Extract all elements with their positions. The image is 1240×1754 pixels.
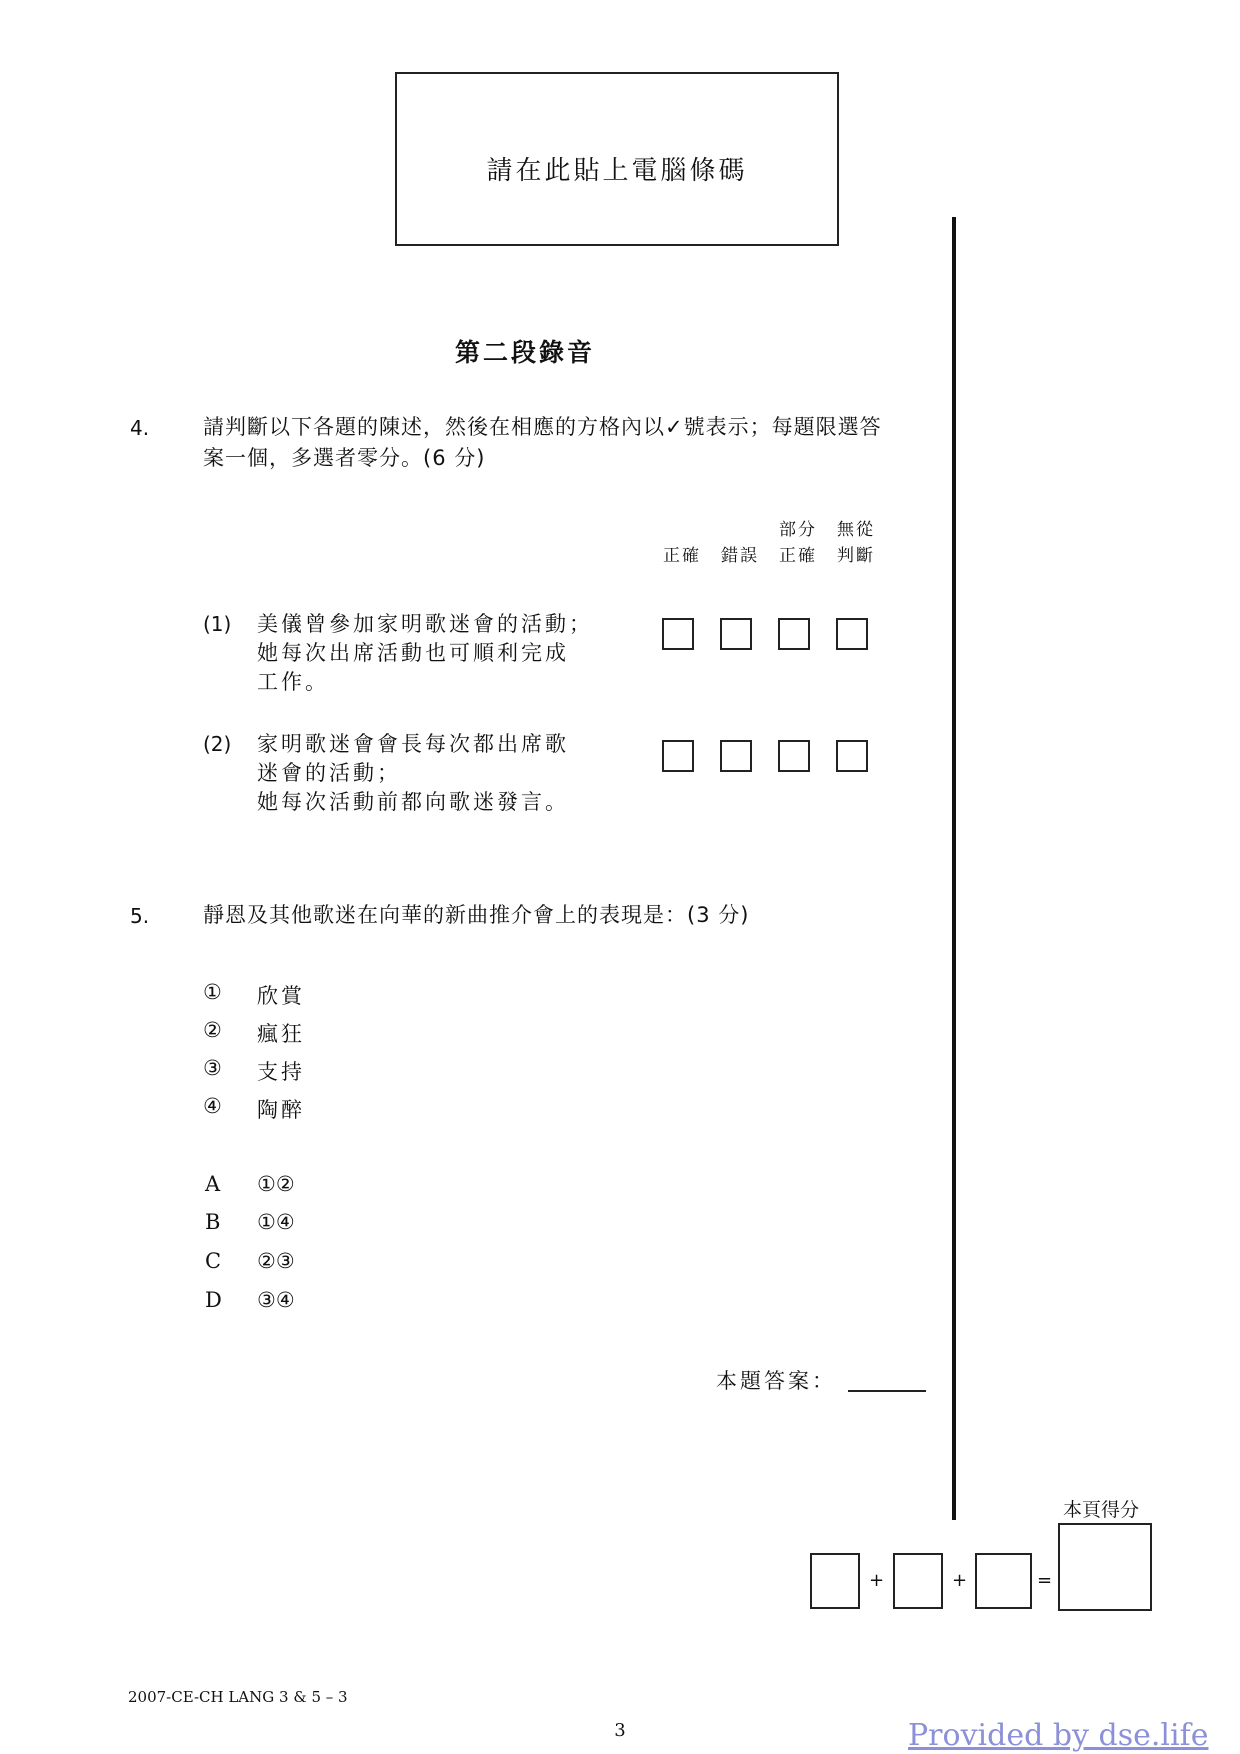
choice-b-letter: B xyxy=(205,1210,221,1234)
question-5-text: 靜恩及其他歌迷在向華的新曲推介會上的表現是：(3 分) xyxy=(203,903,750,927)
statement-1-cannot-judge-checkbox[interactable] xyxy=(836,618,868,650)
page-number: 3 xyxy=(614,1720,626,1741)
option-3-symbol: ③ xyxy=(203,1056,222,1080)
statement-1-wrong-checkbox[interactable] xyxy=(720,618,752,650)
question-4-number: 4. xyxy=(130,416,150,440)
statement-2-number: (2) xyxy=(203,732,232,756)
answer-label: 本題答案： xyxy=(716,1369,836,1393)
answer-line[interactable] xyxy=(848,1390,926,1392)
question-4-text-line2: 案一個，多選者零分。(6 分) xyxy=(203,446,486,470)
column-header-correct: 正確 xyxy=(663,546,701,566)
column-header-cannot-judge: 無從 判斷 xyxy=(837,520,875,566)
column-header-partly-correct: 部分 正確 xyxy=(779,520,817,566)
barcode-label: 請在此貼上電腦條碼 xyxy=(486,156,748,186)
option-4-symbol: ④ xyxy=(203,1094,222,1118)
page-score-label: 本頁得分 xyxy=(1063,1499,1140,1521)
score-box-1 xyxy=(810,1553,860,1609)
score-plus-1: + xyxy=(869,1570,885,1591)
choice-c-letter: C xyxy=(205,1249,222,1273)
statement-1-partly-correct-checkbox[interactable] xyxy=(778,618,810,650)
score-box-3 xyxy=(975,1553,1032,1609)
choice-d-letter: D xyxy=(205,1288,222,1312)
margin-line xyxy=(952,217,956,1520)
option-2-text: 瘋狂 xyxy=(257,1022,305,1046)
page-score-box xyxy=(1058,1523,1152,1611)
option-4-text: 陶醉 xyxy=(257,1098,305,1122)
option-3-text: 支持 xyxy=(257,1060,305,1084)
choice-c-text: ②③ xyxy=(257,1249,295,1273)
choice-b-text: ①④ xyxy=(257,1210,295,1234)
provided-by-link[interactable]: Provided by dse.life xyxy=(908,1718,1209,1753)
column-header-wrong: 錯誤 xyxy=(721,546,759,566)
statement-1-number: (1) xyxy=(203,612,232,636)
statement-2-cannot-judge-checkbox[interactable] xyxy=(836,740,868,772)
statement-2-partly-correct-checkbox[interactable] xyxy=(778,740,810,772)
choice-a-text: ①② xyxy=(257,1172,295,1196)
statement-1-text: 美儀曾參加家明歌迷會的活動； 她每次出席活動也可順利完成 工作。 xyxy=(257,612,593,694)
choice-a-letter: A xyxy=(205,1172,221,1196)
question-5-number: 5. xyxy=(130,904,150,928)
score-plus-2: + xyxy=(952,1570,968,1591)
section-title: 第二段錄音 xyxy=(454,338,595,367)
statement-2-text: 家明歌迷會會長每次都出席歌 迷會的活動； 她每次活動前都向歌迷發言。 xyxy=(257,732,569,814)
score-box-2 xyxy=(893,1553,943,1609)
score-equals: = xyxy=(1037,1570,1053,1591)
paper-code: 2007-CE-CH LANG 3 & 5 – 3 xyxy=(128,1688,348,1706)
option-2-symbol: ② xyxy=(203,1018,222,1042)
statement-1-correct-checkbox[interactable] xyxy=(662,618,694,650)
option-1-text: 欣賞 xyxy=(257,984,305,1008)
statement-2-wrong-checkbox[interactable] xyxy=(720,740,752,772)
question-4-text-line1: 請判斷以下各題的陳述，然後在相應的方格內以✓號表示；每題限選答 xyxy=(203,415,882,439)
option-1-symbol: ① xyxy=(203,980,222,1004)
choice-d-text: ③④ xyxy=(257,1288,295,1312)
statement-2-correct-checkbox[interactable] xyxy=(662,740,694,772)
